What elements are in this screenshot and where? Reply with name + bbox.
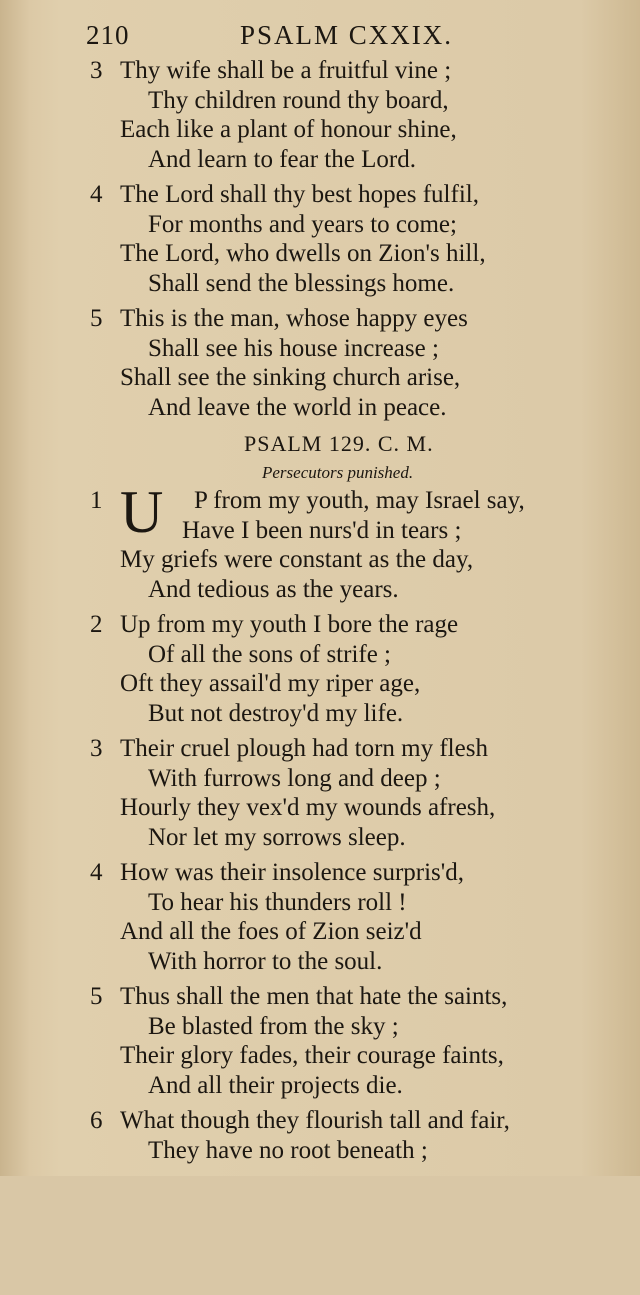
verse-line: And tedious as the years. (148, 575, 399, 603)
stanza (0, 180, 640, 298)
psalm-subtitle: Persecutors punished. (262, 463, 414, 482)
page-number: 210 (86, 20, 130, 50)
verse-line: Shall see the sinking church arise, (120, 364, 461, 391)
verse-line: And all their projects die. (148, 1071, 403, 1099)
verse-line: Be blasted from the sky ; (148, 1012, 399, 1040)
verse-line: With horror to the soul. (148, 947, 383, 975)
stanza-number: 6 (90, 1107, 103, 1134)
verse-line: What though they flourish tall and fair, (120, 1107, 510, 1134)
stanza (0, 1106, 640, 1224)
verse-line: And leave the world in peace. (148, 393, 447, 421)
verse-line: To hear his thunders roll ! (148, 888, 407, 916)
verse-line: Up from my youth I bore the rage (120, 611, 459, 638)
stanza (0, 858, 640, 976)
verse-line: With furrows long and deep ; (148, 764, 441, 792)
page-text (0, 56, 640, 1295)
verse-line: And learn to fear the Lord. (148, 145, 416, 173)
verse-line: My griefs were constant as the day, (120, 546, 474, 573)
verse-line: Their cruel plough had torn my flesh (120, 735, 488, 762)
verse-line: Have I been nurs'd in tears ; (182, 516, 462, 544)
verse-line: The Lord shall thy best hopes fulfil, (120, 181, 479, 208)
stanza (0, 982, 640, 1100)
stanza (0, 1230, 640, 1289)
stanza (0, 304, 640, 422)
verse-line: Thy children round thy board, (148, 86, 449, 114)
running-head: PSALM CXXIX. (240, 20, 454, 50)
verse-line: Hourly they vex'd my wounds afresh, (120, 794, 496, 821)
verse-line: They have no root beneath ; (148, 1136, 428, 1164)
verse-line: And all the foes of Zion seiz'd (120, 918, 422, 945)
verse-line: Nor let my sorrows sleep. (148, 823, 406, 851)
verse-line: But not destroy'd my life. (148, 699, 404, 727)
stanza-number: 5 (90, 983, 103, 1010)
stanza-number: 4 (90, 859, 103, 886)
verse-line: For months and years to come; (148, 210, 457, 238)
stanza-number: 5 (90, 305, 103, 332)
verse-line: Thus shall the men that hate the saints, (120, 983, 508, 1010)
drop-cap: U (120, 479, 164, 545)
verse-line: Of all the sons of strife ; (148, 640, 392, 668)
psalm-title: PSALM 129. C. M. (244, 431, 434, 456)
verse-line: Their glory fades, their courage faints, (120, 1042, 504, 1069)
stanza (0, 734, 640, 852)
stanza-number: 3 (90, 735, 103, 762)
stanza-number: 2 (90, 611, 103, 638)
verse-line: How was their insolence surpris'd, (120, 859, 465, 886)
page-header (0, 20, 640, 60)
verse-line: This is the man, whose happy eyes (120, 305, 468, 332)
verse-line: Each like a plant of honour shine, (120, 116, 457, 143)
verse-line: The Lord, who dwells on Zion's hill, (120, 240, 486, 267)
stanza (0, 479, 640, 604)
stanza-number: 3 (90, 57, 103, 84)
verse-line: Oft they assail'd my riper age, (120, 670, 421, 697)
verse-line: Thy wife shall be a fruitful vine ; (120, 57, 452, 84)
verse-line: P from my youth, may Israel say, (194, 487, 525, 514)
verse-line: Shall see his house increase ; (148, 334, 439, 362)
stanza-number: 4 (90, 181, 103, 208)
stanza-number: 1 (90, 487, 103, 514)
stanza (0, 56, 640, 174)
verse-line: Shall send the blessings home. (148, 269, 455, 297)
stanza (0, 610, 640, 728)
